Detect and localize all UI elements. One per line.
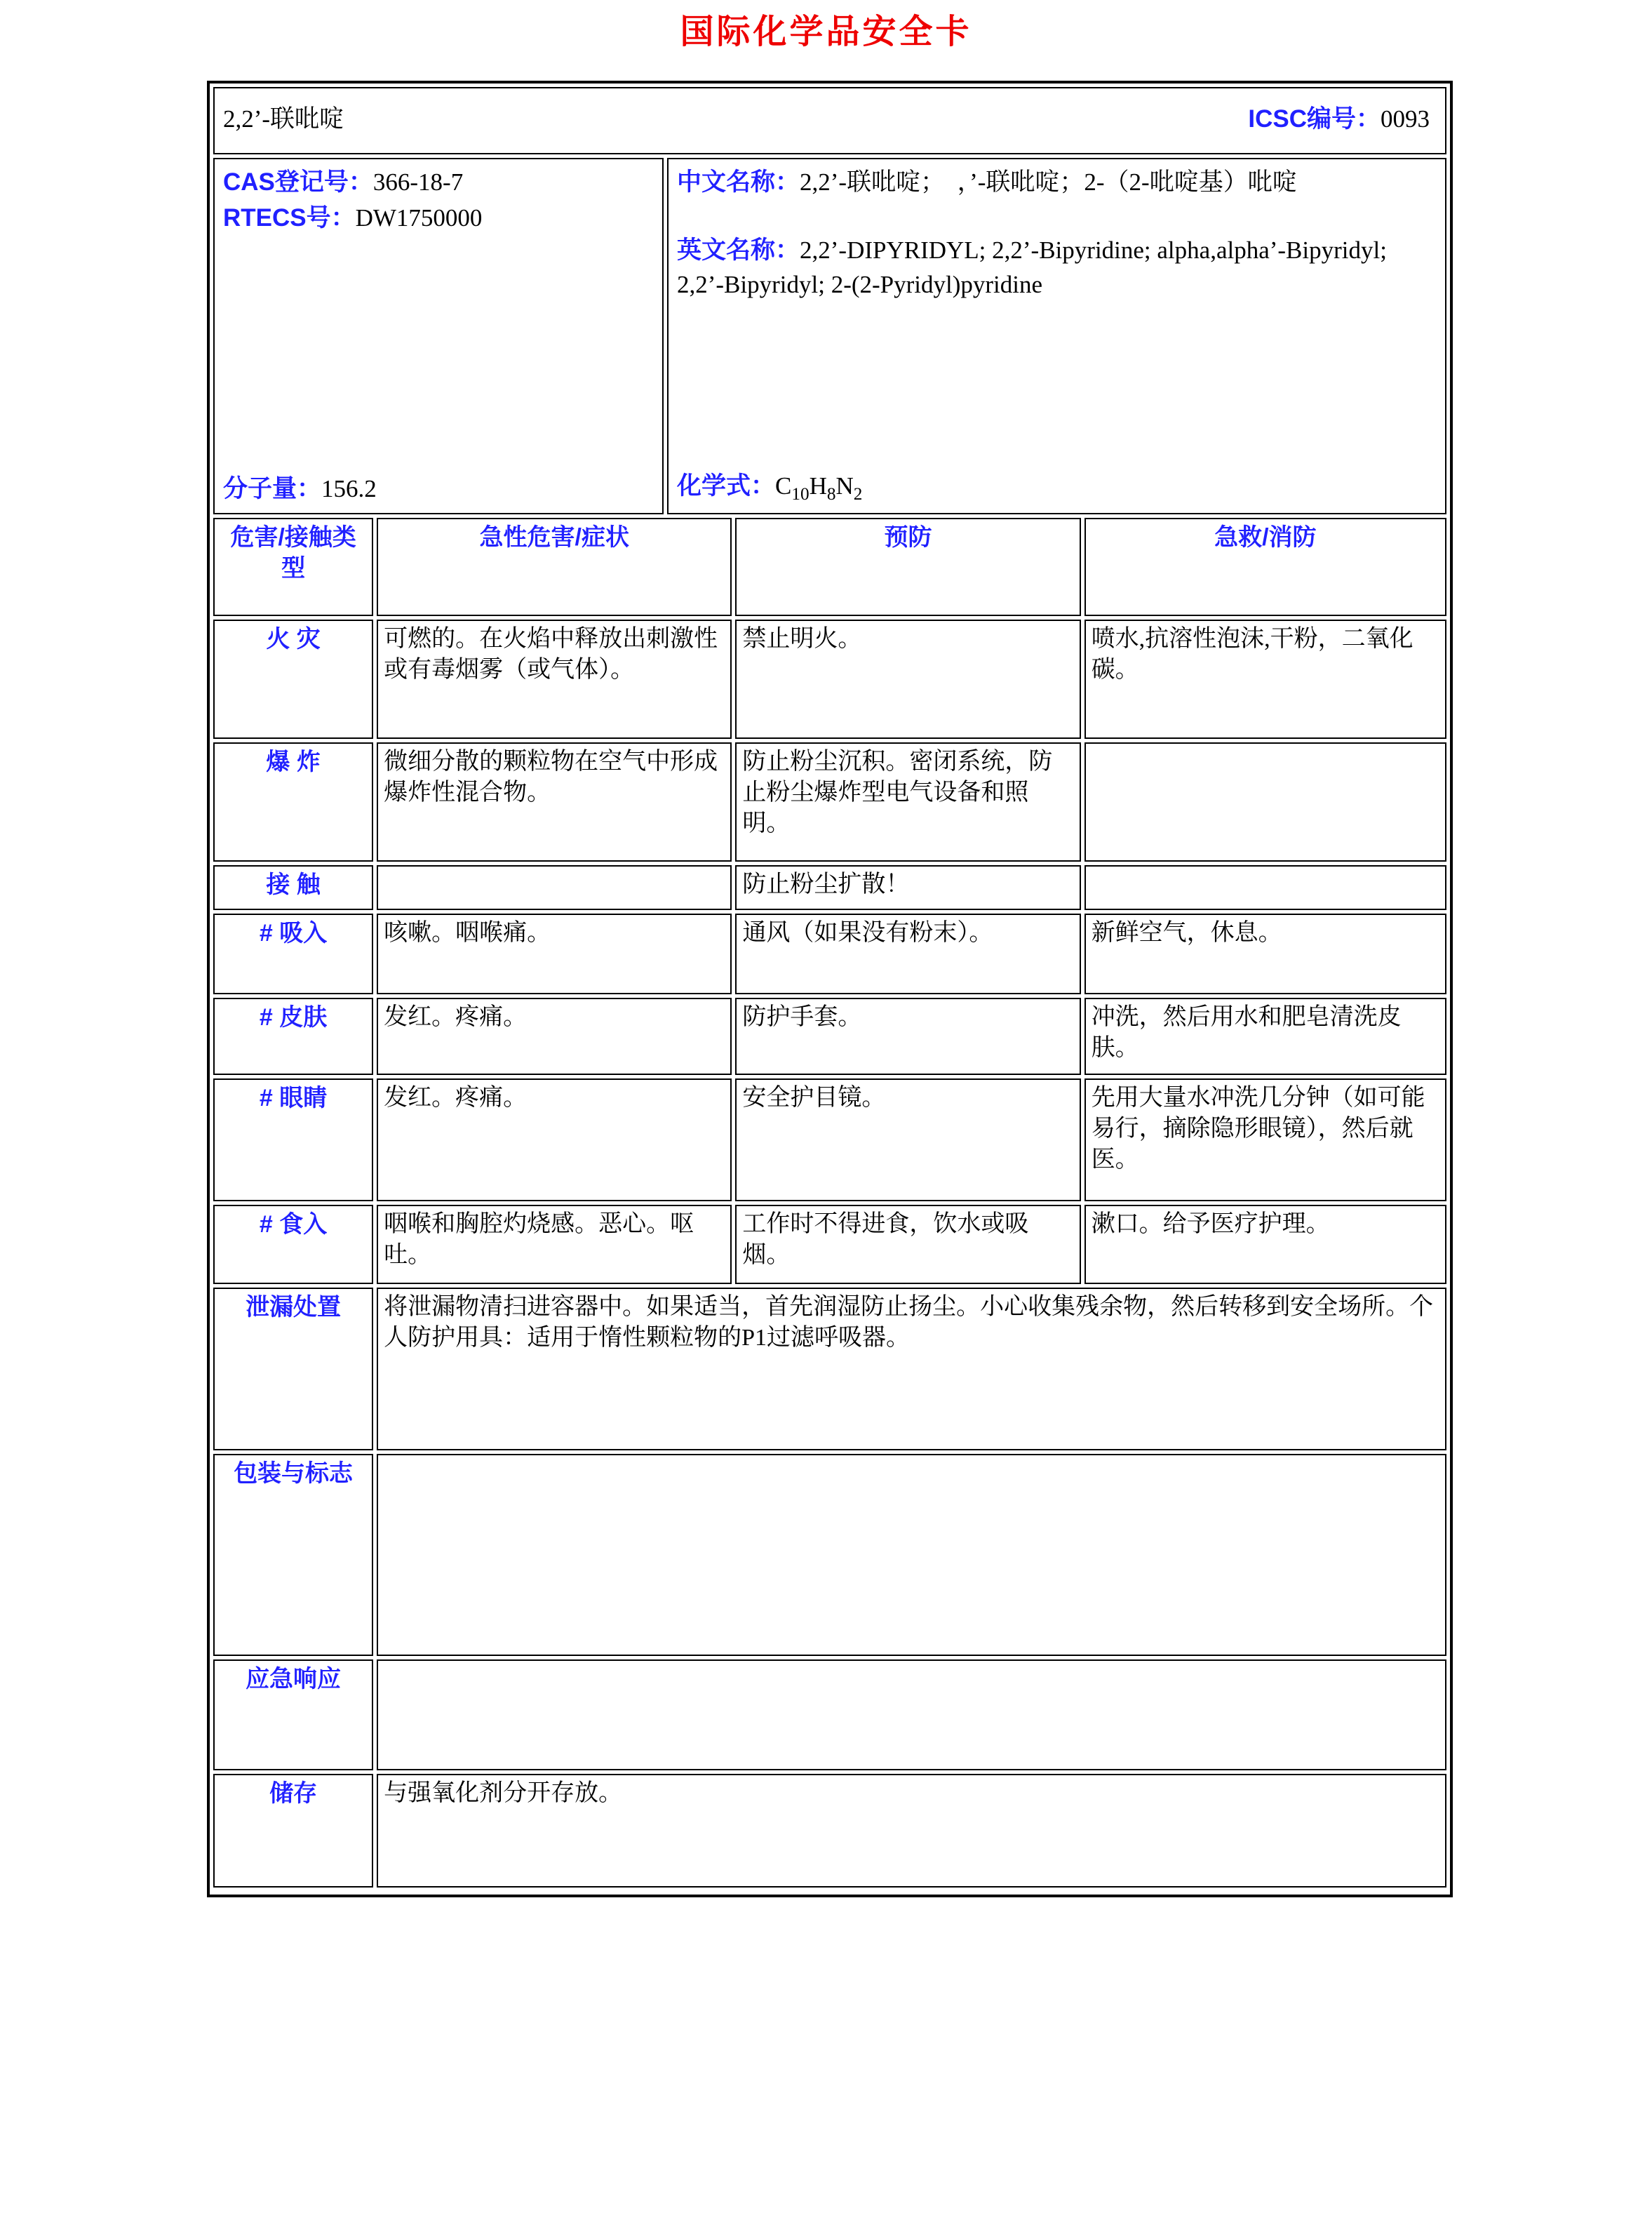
table-row-inhalation [213,914,1446,994]
rtecs-label: RTECS号： [223,203,356,232]
explosion-firstaid [1084,742,1446,862]
emergency-response-content [377,1659,1446,1770]
table-row-eyes [213,1078,1446,1201]
packaging-content [377,1454,1446,1656]
chinese-name-label: 中文名称： [677,168,800,196]
english-name-value: 2,2’-DIPYRIDYL; 2,2’-Bipyridine; alpha,alpha’-Bipyridyl; 2,2’-Bipyridyl; 2-(2-Pyridyl)pyridine [677,236,1387,298]
molecular-weight-label: 分子量： [223,475,322,502]
contact-prevention: 防止粉尘扩散！ [735,865,1080,910]
row-label-explosion: 爆 炸 [213,742,373,862]
contact-symptoms [377,865,732,910]
explosion-symptoms: 微细分散的颗粒物在空气中形成爆炸性混合物。 [377,742,732,862]
header-hazard-type: 危害/接触类型 [213,518,373,616]
row-label-spillage: 泄漏处置 [213,1288,373,1450]
name-cell [213,87,1446,154]
icsc-number-label: ICSC编号： [1248,105,1381,133]
chinese-name-line [677,165,1437,199]
explosion-prevention: 防止粉尘沉积。密闭系统，防止粉尘爆炸型电气设备和照明。 [735,742,1080,862]
header-firstaid-firefighting: 急救/消防 [1084,518,1446,616]
chinese-name-value: 2,2’-联吡啶； ，’-联吡啶；2-（2-吡啶基）吡啶 [800,168,1297,196]
eyes-symptoms: 发红。疼痛。 [377,1078,732,1201]
identifier-right-cell [667,158,1446,514]
eyes-firstaid: 先用大量水冲洗几分钟（如可能易行，摘除隐形眼镜），然后就医。 [1084,1078,1446,1201]
table-row-contact [213,865,1446,910]
row-label-inhalation: # 吸入 [213,914,373,994]
icsc-card [207,81,1453,1897]
skin-firstaid: 冲洗，然后用水和肥皂清洗皮肤。 [1084,998,1446,1075]
cas-label: CAS登记号： [223,168,373,196]
eyes-prevention: 安全护目镜。 [735,1078,1080,1201]
spillage-content: 将泄漏物清扫进容器中。如果适当，首先润湿防止扬尘。小心收集残余物，然后转移到安全场所。个人防护用具：适用于惰性颗粒物的P1过滤呼吸器。 [377,1288,1446,1450]
fire-firstaid: 喷水,抗溶性泡沫,干粉，二氧化碳。 [1084,620,1446,739]
storage-content: 与强氧化剂分开存放。 [377,1774,1446,1888]
chemical-formula-value: $C_{10}H_8N_2$ [775,472,863,504]
table-row-emergency-response [213,1659,1446,1770]
table-row-explosion [213,742,1446,862]
fire-symptoms: 可燃的。在火焰中释放出刺激性或有毒烟雾（或气体）。 [377,620,732,739]
english-name-line [677,233,1437,302]
icsc-number [1248,94,1437,135]
molecular-weight-line [223,469,654,507]
row-label-emergency-response: 应急响应 [213,1659,373,1770]
hazard-header-row [213,518,1446,616]
chemical-formula-line [677,467,1437,507]
header-prevention: 预防 [735,518,1080,616]
inhalation-firstaid: 新鲜空气，休息。 [1084,914,1446,994]
rtecs-line [223,201,654,236]
table-row-storage [213,1774,1446,1888]
table-row-packaging [213,1454,1446,1656]
table-row-spillage [213,1288,1446,1450]
page-title: 国际化学品安全卡 [680,13,972,51]
ingestion-firstaid: 漱口。给予医疗护理。 [1084,1205,1446,1284]
ingestion-symptoms: 咽喉和胸腔灼烧感。恶心。呕吐。 [377,1205,732,1284]
skin-prevention: 防护手套。 [735,998,1080,1075]
inhalation-symptoms: 咳嗽。咽喉痛。 [377,914,732,994]
skin-symptoms: 发红。疼痛。 [377,998,732,1075]
ingestion-prevention: 工作时不得进食，饮水或吸烟。 [735,1205,1080,1284]
contact-firstaid [1084,865,1446,910]
english-name-label: 英文名称： [677,236,800,264]
molecular-weight-value: 156.2 [321,475,377,502]
row-label-contact: 接 触 [213,865,373,910]
row-label-ingestion: # 食入 [213,1205,373,1284]
inhalation-prevention: 通风（如果没有粉末）。 [735,914,1080,994]
chemical-formula-label: 化学式： [677,472,776,500]
table-row-skin [213,998,1446,1075]
row-label-storage: 储存 [213,1774,373,1888]
row-label-fire: 火 灾 [213,620,373,739]
icsc-number-value: 0093 [1381,105,1430,133]
row-label-eyes: # 眼睛 [213,1078,373,1201]
fire-prevention: 禁止明火。 [735,620,1080,739]
identifier-row [213,158,1446,514]
header-acute-symptoms: 急性危害/症状 [377,518,732,616]
table-row-ingestion [213,1205,1446,1284]
cas-line [223,165,654,201]
chemical-name: 2,2’-联吡啶 [223,105,344,133]
identifier-left-cell [213,158,664,514]
rtecs-value: DW1750000 [355,203,483,232]
table-row-fire [213,620,1446,739]
row-label-skin: # 皮肤 [213,998,373,1075]
cas-value: 366-18-7 [372,168,464,196]
row-label-packaging: 包装与标志 [213,1454,373,1656]
name-row [213,87,1446,154]
hazard-table [210,514,1450,1891]
